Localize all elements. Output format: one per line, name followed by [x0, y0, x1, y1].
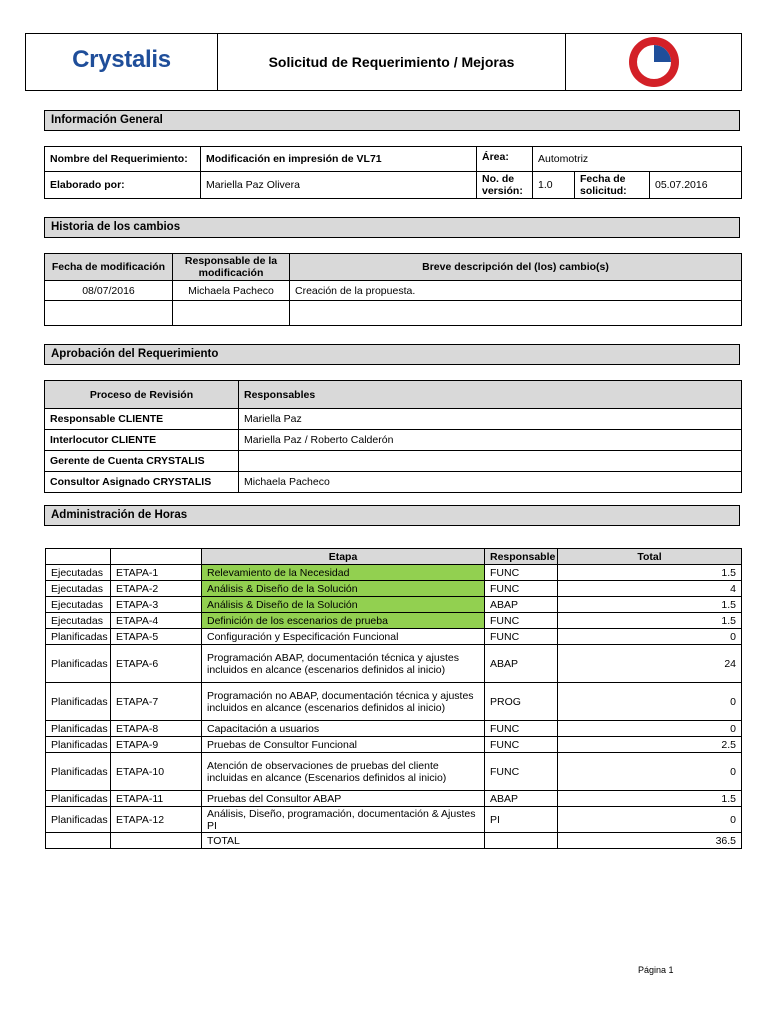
horas-tipo: Planificadas [46, 645, 111, 683]
aprobacion-persona [239, 451, 742, 472]
horas-header-responsable: Responsable [485, 549, 558, 565]
horas-total: 2.5 [558, 737, 742, 753]
crosland-seal-icon [627, 35, 681, 89]
table-row [46, 753, 742, 791]
section-historia-cambios: Historia de los cambios [44, 217, 740, 238]
aprobacion-persona: Mariella Paz / Roberto Calderón [239, 430, 742, 451]
horas-tipo: Ejecutadas [46, 597, 111, 613]
table-row [45, 281, 742, 301]
horas-total: 4 [558, 581, 742, 597]
document-header [25, 33, 742, 91]
table-row [45, 301, 742, 326]
horas-codigo: ETAPA-3 [111, 597, 202, 613]
aprobacion-header-proceso: Proceso de Revisión [45, 381, 239, 409]
table-row [46, 565, 742, 581]
aprobacion-rol: Gerente de Cuenta CRYSTALIS [45, 451, 239, 472]
horas-responsable: FUNC [485, 613, 558, 629]
section-administracion-horas: Administración de Horas [44, 505, 740, 526]
horas-codigo: ETAPA-6 [111, 645, 202, 683]
elaborado-value: Mariella Paz Olivera [201, 172, 477, 199]
horas-etapa: Pruebas de Consultor Funcional [202, 737, 485, 753]
horas-header-tipo [46, 549, 111, 565]
horas-tipo: Ejecutadas [46, 613, 111, 629]
historia-header-descripcion: Breve descripción del (los) cambio(s) [290, 254, 742, 281]
aprobacion-table [44, 380, 742, 493]
table-row [46, 791, 742, 807]
horas-responsable: ABAP [485, 791, 558, 807]
historia-table [44, 253, 742, 326]
page-number: Página 1 [638, 965, 674, 975]
horas-total: 0 [558, 629, 742, 645]
horas-total: 0 [558, 753, 742, 791]
historia-cell [290, 301, 742, 326]
table-row [46, 597, 742, 613]
table-row [46, 613, 742, 629]
horas-tipo [46, 833, 111, 849]
nombre-value: Modificación en impresión de VL71 [201, 147, 477, 172]
horas-etapa: Análisis, Diseño, programación, documentación & Ajustes PI [202, 807, 485, 833]
aprobacion-rol: Responsable CLIENTE [45, 409, 239, 430]
horas-header-codigo [111, 549, 202, 565]
aprobacion-rol: Interlocutor CLIENTE [45, 430, 239, 451]
horas-total: 1.5 [558, 597, 742, 613]
table-row [45, 430, 742, 451]
horas-codigo: ETAPA-7 [111, 683, 202, 721]
horas-responsable [485, 833, 558, 849]
horas-codigo [111, 833, 202, 849]
horas-tipo: Ejecutadas [46, 565, 111, 581]
logo-cell [26, 34, 218, 91]
area-label: Área: [477, 147, 533, 172]
horas-codigo: ETAPA-8 [111, 721, 202, 737]
horas-tipo: Planificadas [46, 683, 111, 721]
horas-codigo: ETAPA-10 [111, 753, 202, 791]
horas-tipo: Planificadas [46, 791, 111, 807]
horas-etapa: Atención de observaciones de pruebas del cliente incluidas en alcance (Escenarios definidos al inicio) [202, 753, 485, 791]
total-row [46, 833, 742, 849]
horas-responsable: ABAP [485, 645, 558, 683]
horas-responsable: FUNC [485, 753, 558, 791]
table-row [45, 409, 742, 430]
seal-cell [566, 34, 742, 91]
horas-etapa: Programación ABAP, documentación técnica y ajustes incluidos en alcance (escenarios definidos al inicio) [202, 645, 485, 683]
table-row [46, 807, 742, 833]
horas-tipo: Planificadas [46, 721, 111, 737]
horas-responsable: FUNC [485, 581, 558, 597]
table-row [46, 737, 742, 753]
historia-header-responsable: Responsable de la modificación [173, 254, 290, 281]
horas-codigo: ETAPA-4 [111, 613, 202, 629]
historia-cell: Creación de la propuesta. [290, 281, 742, 301]
horas-etapa: Definición de los escenarios de prueba [202, 613, 485, 629]
horas-responsable: FUNC [485, 629, 558, 645]
horas-header-etapa: Etapa [202, 549, 485, 565]
total-label: TOTAL [202, 833, 485, 849]
area-value: Automotriz [533, 147, 742, 172]
horas-responsable: ABAP [485, 597, 558, 613]
horas-table [45, 548, 742, 849]
horas-etapa: Análisis & Diseño de la Solución [202, 581, 485, 597]
aprobacion-persona: Mariella Paz [239, 409, 742, 430]
table-row [46, 721, 742, 737]
horas-total: 0 [558, 807, 742, 833]
aprobacion-persona: Michaela Pacheco [239, 472, 742, 493]
horas-total: 0 [558, 683, 742, 721]
historia-cell: 08/07/2016 [45, 281, 173, 301]
horas-responsable: FUNC [485, 737, 558, 753]
horas-total: 1.5 [558, 613, 742, 629]
crystalis-logo: Crystalis [72, 46, 171, 73]
horas-tipo: Ejecutadas [46, 581, 111, 597]
horas-etapa: Relevamiento de la Necesidad [202, 565, 485, 581]
section-aprobacion: Aprobación del Requerimiento [44, 344, 740, 365]
horas-responsable: FUNC [485, 565, 558, 581]
table-row [45, 472, 742, 493]
general-info-table [44, 146, 742, 199]
horas-total: 1.5 [558, 565, 742, 581]
horas-responsable: PROG [485, 683, 558, 721]
nombre-label: Nombre del Requerimiento: [45, 147, 201, 172]
horas-codigo: ETAPA-5 [111, 629, 202, 645]
fecha-label: Fecha de solicitud: [575, 172, 650, 199]
table-row [46, 629, 742, 645]
horas-codigo: ETAPA-11 [111, 791, 202, 807]
horas-tipo: Planificadas [46, 737, 111, 753]
horas-tipo: Planificadas [46, 753, 111, 791]
page-title: Solicitud de Requerimiento / Mejoras [218, 34, 566, 91]
table-row [46, 645, 742, 683]
historia-cell: Michaela Pacheco [173, 281, 290, 301]
version-value: 1.0 [533, 172, 575, 199]
section-informacion-general: Información General [44, 110, 740, 131]
horas-tipo: Planificadas [46, 629, 111, 645]
horas-etapa: Pruebas del Consultor ABAP [202, 791, 485, 807]
horas-tipo: Planificadas [46, 807, 111, 833]
horas-header-total: Total [558, 549, 742, 565]
historia-cell [45, 301, 173, 326]
aprobacion-rol: Consultor Asignado CRYSTALIS [45, 472, 239, 493]
horas-responsable: FUNC [485, 721, 558, 737]
elaborado-label: Elaborado por: [45, 172, 201, 199]
horas-codigo: ETAPA-9 [111, 737, 202, 753]
historia-header-fecha: Fecha de modificación [45, 254, 173, 281]
horas-etapa: Análisis & Diseño de la Solución [202, 597, 485, 613]
fecha-value: 05.07.2016 [650, 172, 742, 199]
version-label: No. de versión: [477, 172, 533, 199]
horas-codigo: ETAPA-1 [111, 565, 202, 581]
table-row [46, 581, 742, 597]
table-row [45, 451, 742, 472]
horas-codigo: ETAPA-12 [111, 807, 202, 833]
horas-etapa: Capacitación a usuarios [202, 721, 485, 737]
horas-etapa: Programación no ABAP, documentación técnica y ajustes incluidos en alcance (escenarios definidos al inicio) [202, 683, 485, 721]
aprobacion-header-responsables: Responsables [239, 381, 742, 409]
horas-codigo: ETAPA-2 [111, 581, 202, 597]
table-row [46, 683, 742, 721]
total-value: 36.5 [558, 833, 742, 849]
horas-total: 0 [558, 721, 742, 737]
horas-etapa: Configuración y Especificación Funcional [202, 629, 485, 645]
historia-cell [173, 301, 290, 326]
horas-total: 1.5 [558, 791, 742, 807]
horas-total: 24 [558, 645, 742, 683]
horas-responsable: PI [485, 807, 558, 833]
